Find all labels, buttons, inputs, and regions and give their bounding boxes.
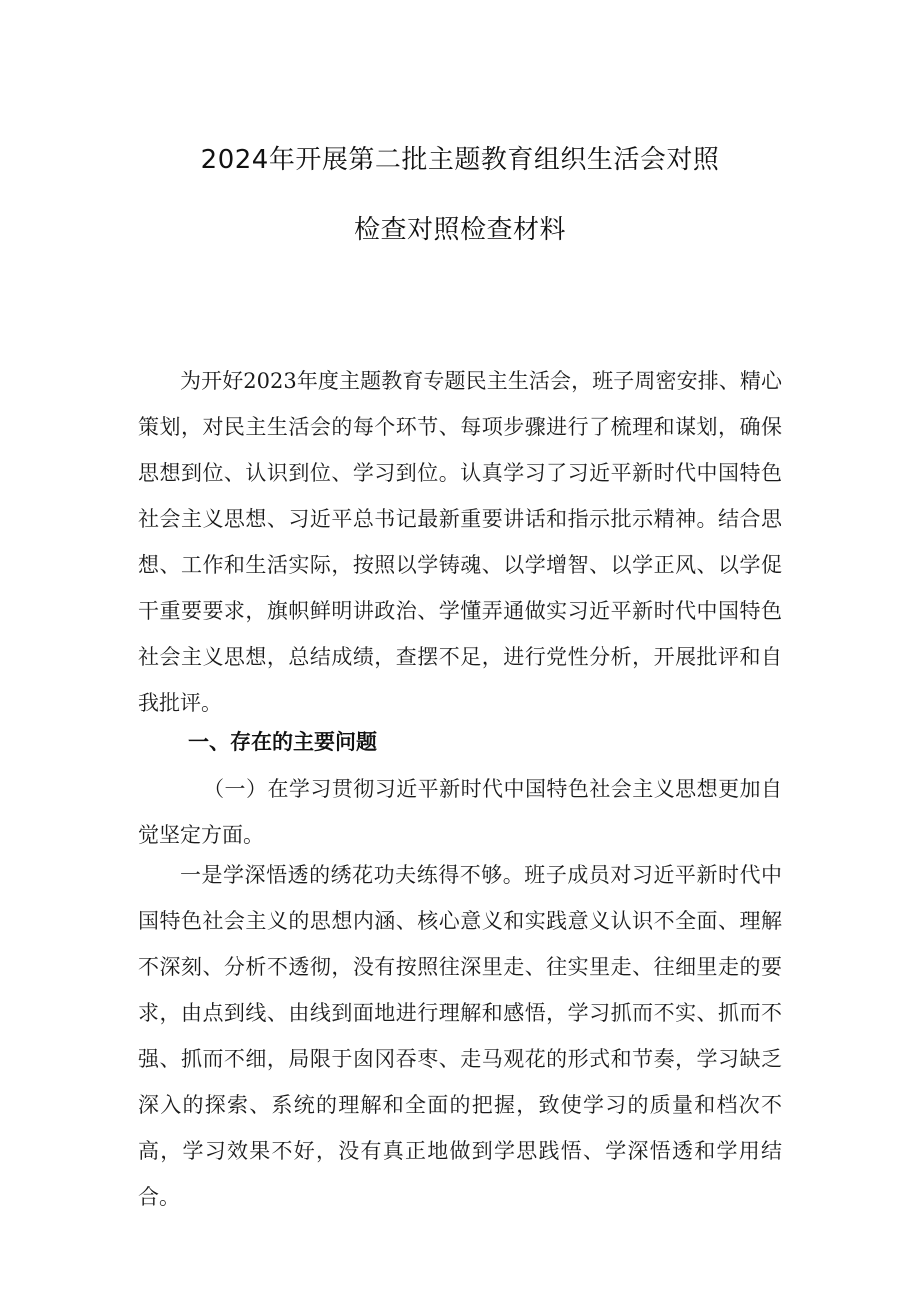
document-title-line-2: 检查对照检查材料 <box>353 215 566 245</box>
subsection-paragraph: （一）在学习贯彻习近平新时代中国特色社会主义思想更加自觉坚定方面。 <box>138 777 782 847</box>
section-heading-problems: 一、存在的主要问题 <box>188 730 377 754</box>
subsection-section <box>138 766 782 858</box>
intro-section <box>138 358 782 726</box>
document-title-line-1: 2024年开展第二批主题教育组织生活会对照 <box>200 145 720 175</box>
point-paragraph: 一是学深悟透的绣花功夫练得不够。班子成员对习近平新时代中国特色社会主义的思想内涵、核心意义和实践意义认识不全面、理解不深刻、分析不透彻，没有按照往深里走、往实里走、往细里走的要求，由点到线、由线到面地进行理解和感悟，学习抓而不实、抓而不强、抓而不细，局限于囱冈吞枣、走马观花的形式和节奏，学习缺乏深入的探索、系统的理解和全面的把握，致使学习的质量和档次不高，学习效果不好，没有真正地做到学思践悟、学深悟透和学用结合。 <box>138 863 782 1209</box>
intro-paragraph: 为开好2023年度主题教育专题民主生活会，班子周密安排、精心策划，对民主生活会的每个环节、每项步骤进行了梳理和谋划，确保思想到位、认识到位、学习到位。认真学习了习近平新时代中国特色社会主义思想、习近平总书记最新重要讲话和指示批示精神。结合思想、工作和生活实际，按照以学铸魂、以学增智、以学正风、以学促干重要要求，旗帜鲜明讲政治、学懂弄通做实习近平新时代中国特色社会主义思想，总结成绩，查摆不足，进行党性分析，开展批评和自我批评。 <box>138 369 782 715</box>
point-section <box>138 852 782 1220</box>
